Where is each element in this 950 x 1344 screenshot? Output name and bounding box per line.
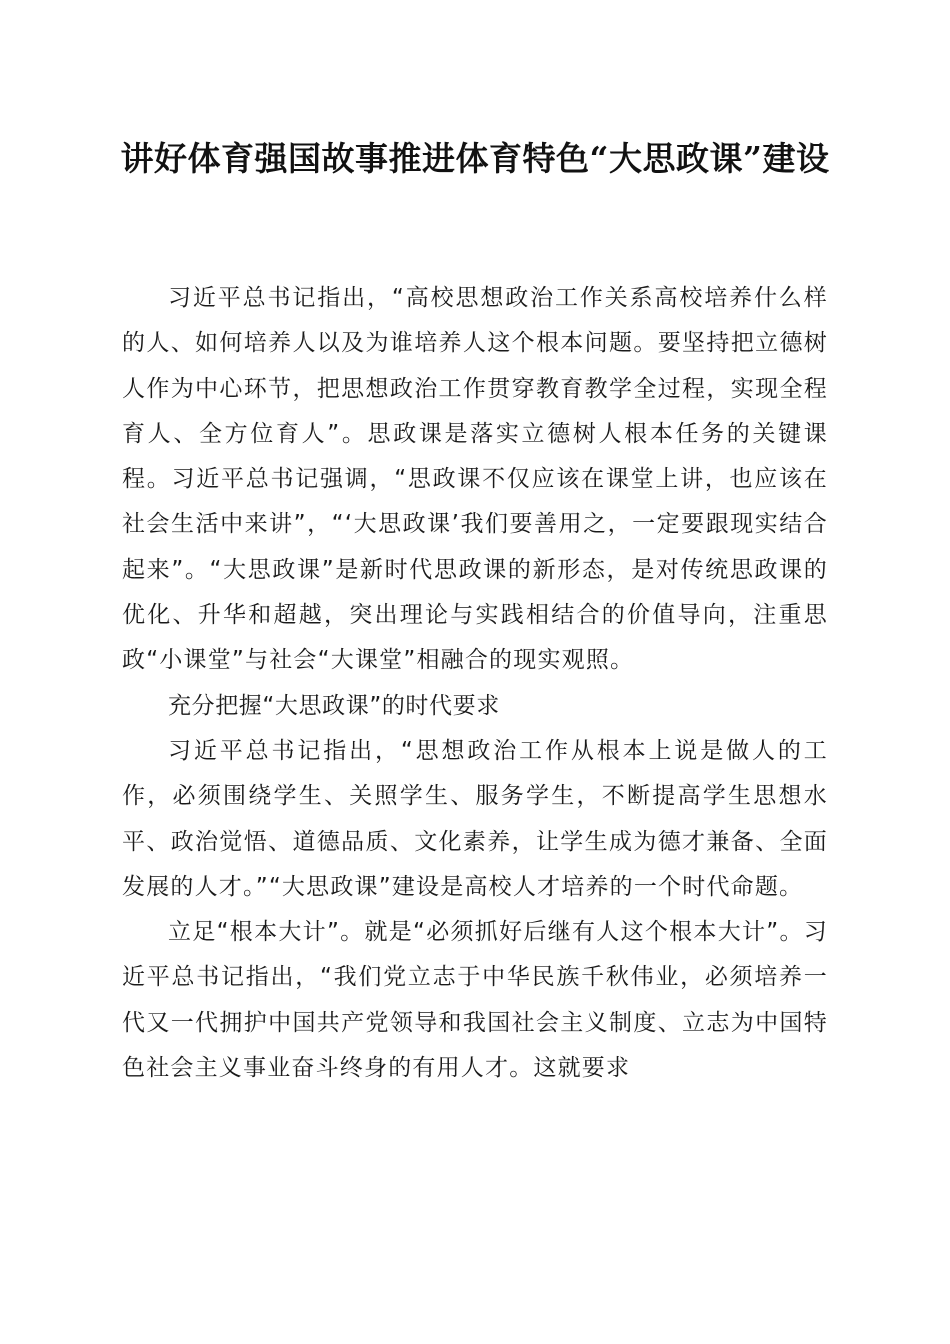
body-paragraph: 习近平总书记指出，“思想政治工作从根本上说是做人的工作，必须围绕学生、关照学生、服务学生，不断提高学生思想水平、政治觉悟、道德品质、文化素养，让学生成为德才兼备、全面发展的人才。”“大思政课”建设是高校人才培养的一个时代命题。 <box>122 737 828 900</box>
body-paragraph: 立足“根本大计”。就是“必须抓好后继有人这个根本大计”。习近平总书记指出，“我们党立志于中华民族千秋伟业，必须培养一代又一代拥护中国共产党领导和我国社会主义制度、立志为中国特色社会主义事业奋斗终身的有用人才。这就要求 <box>122 919 828 1082</box>
section-heading: 充分把握“大思政课”的时代要求 <box>168 692 500 719</box>
document-body <box>122 276 828 1091</box>
body-paragraph: 习近平总书记指出，“高校思想政治工作关系高校培养什么样的人、如何培养人以及为谁培养人这个根本问题。要坚持把立德树人作为中心环节，把思想政治工作贯穿教育教学全过程，实现全程育人、全方位育人”。思政课是落实立德树人根本任务的关键课程。习近平总书记强调，“思政课不仅应该在课堂上讲，也应该在社会生活中来讲”，“‘大思政课’我们要善用之，一定要跟现实结合起来”。“大思政课”是新时代思政课的新形态，是对传统思政课的优化、升华和超越，突出理论与实践相结合的价值导向，注重思政“小课堂”与社会“大课堂”相融合的现实观照。 <box>122 285 828 674</box>
document-title: 讲好体育强国故事推进体育特色“大思政课”建设 <box>120 139 830 178</box>
